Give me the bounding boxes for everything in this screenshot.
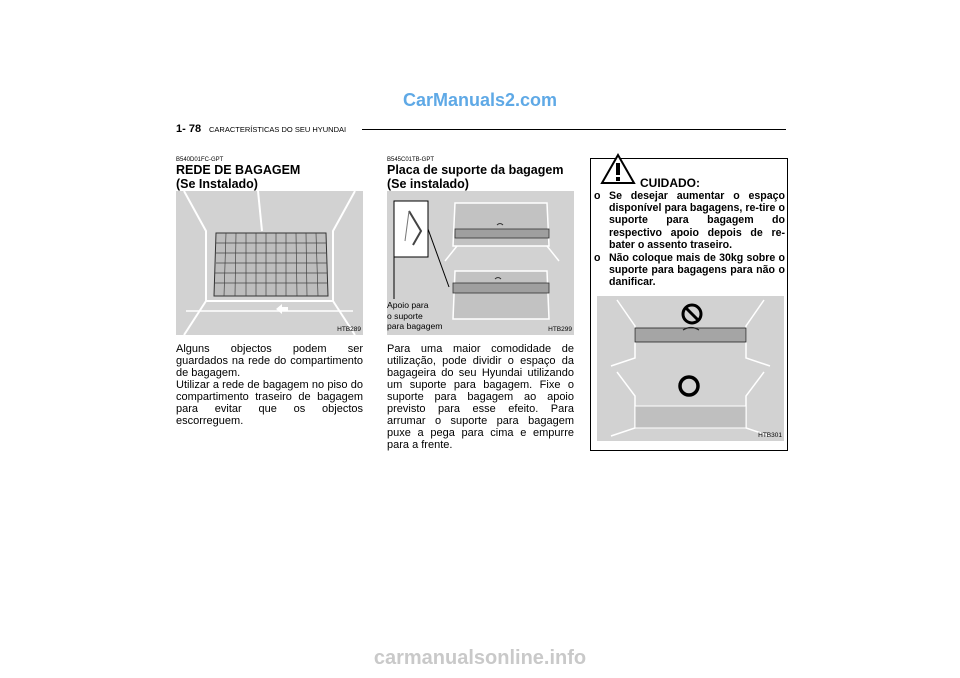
caution-item-1: [593, 190, 785, 251]
caution-illustration: [597, 296, 784, 441]
middle-title-line1: Placa de suporte da bagagem: [387, 163, 564, 177]
watermark-bottom: carmanualsonline.info: [373, 647, 587, 669]
left-image-code: HTB289: [337, 326, 361, 333]
caution-item-1-text: Se desejar aumentar o espaço disponível para bagagens, re-tire o suporte para bagagem do respectivo apoio depois de re-bater o assento traseiro.: [609, 190, 785, 251]
support-label-line1: Apoio para: [387, 300, 429, 310]
middle-image-code: HTB299: [548, 326, 572, 333]
support-label-line3: para bagagem: [387, 321, 443, 331]
caution-drawing: [597, 296, 784, 441]
left-section-code: B540D01FC-GPT: [176, 157, 224, 163]
bullet: o: [594, 190, 601, 202]
warning-triangle-icon: [600, 153, 636, 185]
page-number: 1- 78: [176, 123, 202, 135]
left-title-line2: (Se Instalado): [176, 177, 258, 191]
left-paragraph1: Alguns objectos podem ser guardados na rede do compartimento de bagagem.: [176, 343, 363, 379]
section-heading: CARACTERÍSTICAS DO SEU HYUNDAI: [209, 125, 347, 134]
cargo-net-illustration: [176, 191, 363, 335]
left-paragraph2: Utilizar a rede de bagagem no piso do compartimento traseiro de bagagem para evitar que os objectos escorreguem.: [176, 379, 363, 427]
middle-section-code: B545C01TB-GPT: [387, 157, 435, 163]
bullet: o: [594, 252, 601, 265]
watermark-top: CarManuals2.com: [402, 90, 558, 110]
cargo-net-drawing: [176, 191, 363, 335]
left-title-line1: REDE DE BAGAGEM: [176, 163, 301, 177]
caution-item-2: [593, 252, 785, 289]
caution-list: [593, 190, 785, 290]
middle-paragraph: Para uma maior comodidade de utilização, pode dividir o espaço da bagageira do seu Hyundai utilizando um suporte para bagagem. Fixe o suporte para bagagem ao apoio previsto para esse efeito. Para arrumar o suporte para bagagem puxe a pega para cima e empurre para a frente.: [387, 343, 574, 451]
support-label: [387, 300, 457, 332]
header-rule: [362, 129, 786, 130]
caution-image-code: HTB301: [758, 432, 782, 439]
caution-title: CUIDADO:: [640, 176, 700, 190]
middle-title-line2: (Se instalado): [387, 177, 469, 191]
caution-item-2-text: Não coloque mais de 30kg sobre o suporte para bagagens para não o danificar.: [609, 252, 785, 289]
support-label-line2: o suporte: [387, 310, 423, 321]
